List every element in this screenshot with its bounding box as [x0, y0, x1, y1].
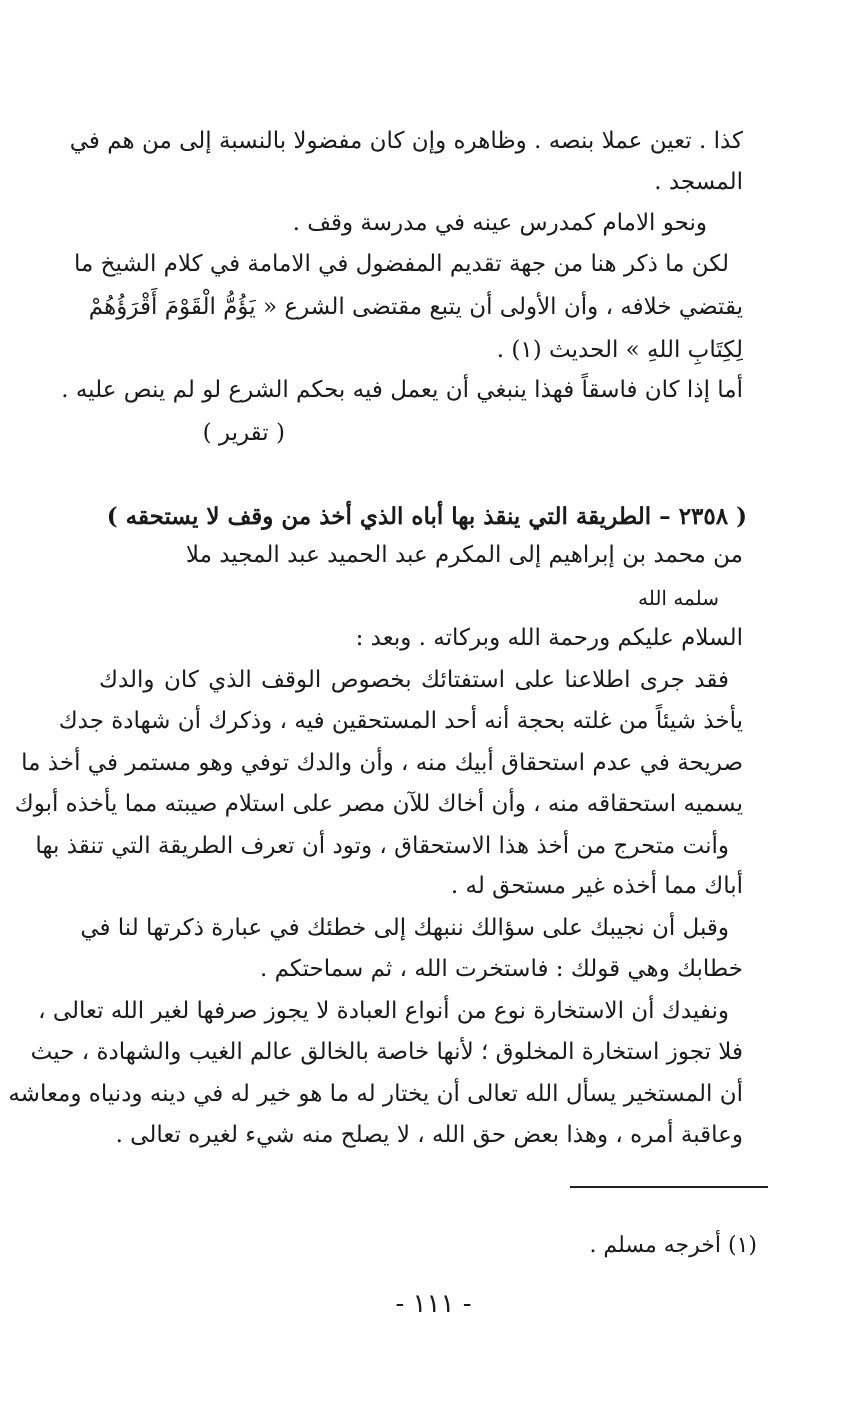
text-line: كذا . تعين عملا بنصه . وظاهره وإن كان مفضولا بالنسبة إلى من هم في	[69, 128, 743, 154]
text-line: صريحة في عدم استحقاق أبيك منه ، وأن والدك توفي وهو مستمر في أخذ ما	[21, 750, 743, 776]
text-line: وأنت متحرج من أخذ هذا الاستحقاق ، وتود أن تعرف الطريقة التي تنقذ بها	[35, 833, 729, 859]
text-line: سلمه الله	[637, 586, 719, 610]
text-line: أما إذا كان فاسقاً فهذا ينبغي أن يعمل فيه بحكم الشرع لو لم ينص عليه .	[61, 377, 743, 403]
text-line: أن المستخير يسأل الله تعالى أن يختار له ما هو خير له في دينه ودنياه ومعاشه	[8, 1081, 743, 1107]
text-line: لكن ما ذكر هنا من جهة تقديم المفضول في الامامة في كلام الشيخ ما	[74, 251, 729, 277]
text-line: أباك مما أخذه غير مستحق له .	[450, 873, 743, 899]
text-line: السلام عليكم ورحمة الله وبركاته . وبعد :	[355, 625, 743, 651]
footnote-divider	[570, 1186, 768, 1188]
text-line: من محمد بن إبراهيم إلى المكرم عبد الحميد عبد المجيد ملا	[185, 542, 743, 568]
text-line: وقبل أن نجيبك على سؤالك ننبهك إلى خطئك في عبارة ذكرتها لنا في	[80, 915, 729, 941]
section-note: ( تقرير )	[202, 420, 285, 446]
section-heading: ( ٢٣٥٨ – الطريقة التي ينقذ بها أباه الذي أخذ من وقف لا يستحقه )	[106, 503, 747, 530]
text-line: ونفيدك أن الاستخارة نوع من أنواع العبادة لا يجوز صرفها لغير الله تعالى ،	[38, 998, 729, 1024]
text-line: يقتضي خلافه ، وأن الأولى أن يتبع مقتضى الشرع « يَؤُمُّ الْقَوْمَ أَقْرَؤُهُمْ	[88, 294, 743, 320]
page-number: - ١١١ -	[395, 1289, 472, 1319]
text-line: المسجد .	[654, 169, 743, 195]
text-line: ونحو الامام كمدرس عينه في مدرسة وقف .	[292, 210, 707, 236]
text-line: فلا تجوز استخارة المخلوق ؛ لأنها خاصة بالخالق عالم الغيب والشهادة ، حيث	[30, 1039, 743, 1065]
text-line: يأخذ شيئاً من غلته بحجة أنه أحد المستحقين فيه ، وذكرك أن شهادة جدك	[58, 708, 743, 734]
text-line: خطابك وهي قولك : فاستخرت الله ، ثم سماحتكم .	[259, 956, 743, 982]
text-line: لِكِتَابِ اللهِ » الحديث (١) .	[496, 337, 743, 363]
text-line: يسميه استحقاقه منه ، وأن أخاك للآن مصر على استلام صيبته مما يأخذه أبوك	[14, 791, 743, 817]
text-line: وعاقبة أمره ، وهذا بعض حق الله ، لا يصلح منه شيء لغيره تعالى .	[115, 1122, 743, 1148]
text-line: فقد جرى اطلاعنا على استفتائك بخصوص الوقف الذي كان والدك	[99, 667, 729, 693]
footnote: (١) أخرجه مسلم .	[589, 1233, 757, 1258]
